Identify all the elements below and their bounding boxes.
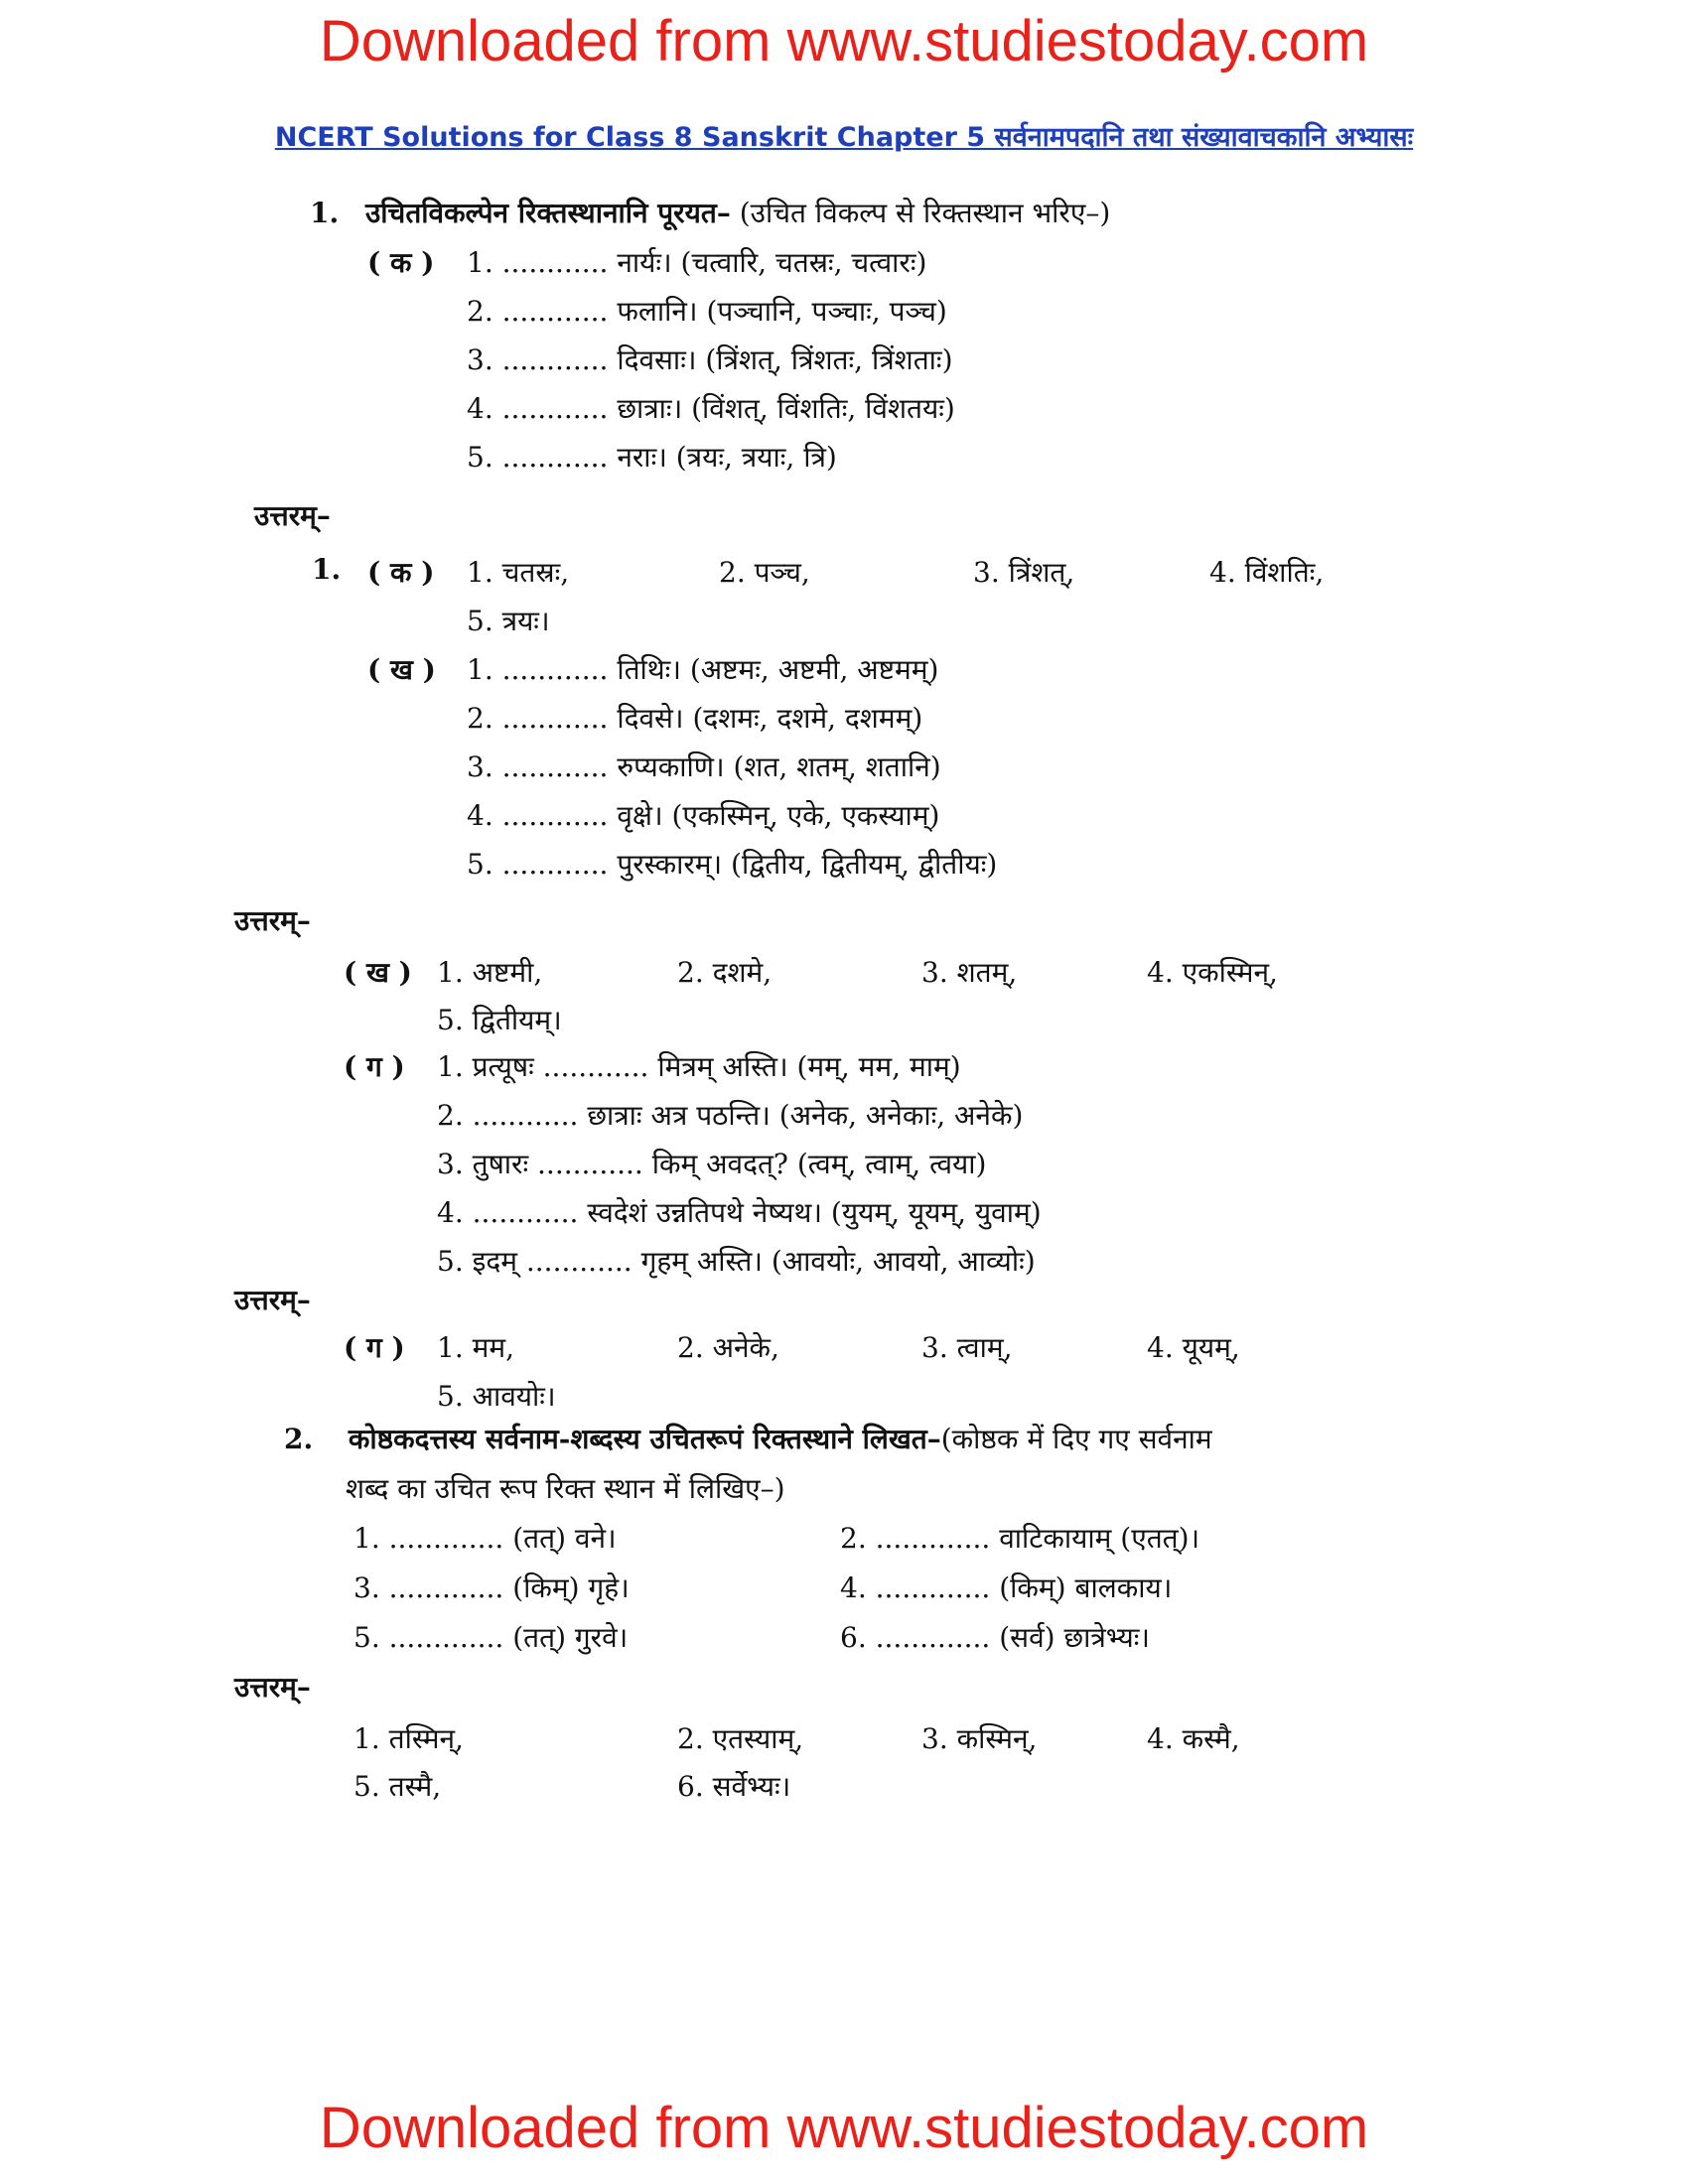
answer-item: 6. सर्वेभ्यः। xyxy=(677,1770,791,1803)
answer-item: 2. अनेके, xyxy=(677,1331,779,1364)
question-title: उचितविकल्पेन रिक्तस्थानानि पूरयत– xyxy=(364,197,731,229)
answer-part-ka: ( क ) xyxy=(367,556,435,589)
list-item: 3. तुषारः ............ किम् अवदत्? (त्वम्, त्वाम्, त्वया) xyxy=(437,1148,987,1180)
banner-bottom[interactable]: Downloaded from www.studiestoday.com xyxy=(319,2096,1369,2160)
answer-item: 1. तस्मिन्, xyxy=(353,1722,464,1755)
list-item: 2. ............ फलानि। (पञ्चानि, पञ्चाः, पञ्च) xyxy=(467,295,947,328)
answer-number: 1. xyxy=(312,553,342,586)
answer-part-ga: ( ग ) xyxy=(344,1331,405,1364)
page-heading-link[interactable]: NCERT Solutions for Class 8 Sanskrit Chapter 5 सर्वनामपदानि तथा संख्यावाचकानि अभ्यासः xyxy=(274,122,1414,153)
answer-item: 1. मम, xyxy=(437,1331,515,1364)
banner-top[interactable]: Downloaded from www.studiestoday.com xyxy=(319,9,1369,73)
question-title: कोष्ठकदत्तस्य सर्वनाम-शब्दस्य उचितरूपं रिक्तस्थाने लिखत– xyxy=(348,1423,941,1455)
answer-item: 2. एतस्याम्, xyxy=(677,1722,804,1755)
question-2 xyxy=(284,1420,1212,1457)
answer-item: 1. चतस्रः, xyxy=(467,556,570,589)
answer-item: 2. दशमे, xyxy=(677,956,773,989)
part-label-kha: ( ख ) xyxy=(367,653,436,686)
list-item: 2. ............. वाटिकायाम् (एतत्)। xyxy=(840,1522,1200,1555)
list-item: 5. इदम् ............ गृहम् अस्ति। (आवयोः, आवयो, आव्योः) xyxy=(437,1245,1036,1278)
list-item: 2. ............ दिवसे। (दशमः, दशमे, दशमम्) xyxy=(467,702,923,735)
answer-item: 2. पञ्च, xyxy=(719,556,810,589)
answer-item: 5. द्वितीयम्। xyxy=(437,1004,562,1036)
answer-item: 3. त्वाम्, xyxy=(921,1331,1013,1364)
answer-item: 3. शतम्, xyxy=(921,956,1018,989)
list-item: 3. ............. (किम्) गृहे। xyxy=(353,1571,630,1604)
list-item: 3. ............ रुप्यकाणि। (शत, शतम्, शतानि) xyxy=(467,751,941,783)
answer-label: उत्तरम्– xyxy=(234,1671,311,1704)
list-item: 1. ............. (तत्) वने। xyxy=(353,1522,617,1555)
list-item: 5. ............ नराः। (त्रयः, त्रयाः, त्रि) xyxy=(467,441,837,474)
answer-label: उत्तरम्– xyxy=(234,904,311,937)
answer-item: 4. कस्मै, xyxy=(1147,1722,1240,1755)
answer-item: 3. कस्मिन्, xyxy=(921,1722,1038,1755)
list-item: 5. ............ पुरस्कारम्। (द्वितीय, द्वितीयम्, द्वीतीयः) xyxy=(467,848,998,881)
list-item: 3. ............ दिवसाः। (त्रिंशत्, त्रिंशतः, त्रिंशताः) xyxy=(467,343,953,376)
list-item: 4. ............ स्वदेशं उन्नतिपथे नेष्यथ। (युयम्, यूयम्, युवाम्) xyxy=(437,1196,1042,1229)
list-item: 4. ............ वृक्षे। (एकस्मिन्, एके, एकस्याम्) xyxy=(467,799,940,832)
question-1 xyxy=(310,194,1110,231)
question-number: 1. xyxy=(310,197,340,229)
answer-item: 1. अष्टमी, xyxy=(437,956,543,989)
list-item: 5. ............. (तत्) गुरवे। xyxy=(353,1621,629,1654)
list-item: 6. ............. (सर्व) छात्रेभ्यः। xyxy=(840,1621,1150,1654)
list-item: 1. ............ तिथिः। (अष्टमः, अष्टमी, अष्टमम्) xyxy=(467,653,939,686)
answer-item: 5. आवयोः। xyxy=(437,1380,556,1413)
list-item: 1. प्रत्यूषः ............ मित्रम् अस्ति। (मम्, मम, माम्) xyxy=(437,1050,961,1083)
answer-item: 5. तस्मै, xyxy=(353,1770,442,1803)
question-hint: (उचित विकल्प से रिक्तस्थान भरिए–) xyxy=(739,197,1111,229)
list-item: 4. ............ छात्राः। (विंशत्, विंशतिः, विंशतयः) xyxy=(467,392,955,425)
question-number: 2. xyxy=(284,1423,314,1455)
answer-part-kha: ( ख ) xyxy=(344,956,412,989)
list-item: 1. ............ नार्यः। (चत्वारि, चतस्रः, चत्वारः) xyxy=(467,246,927,279)
question-hint-continued: शब्द का उचित रूप रिक्त स्थान में लिखिए–) xyxy=(346,1472,785,1505)
part-label-ga: ( ग ) xyxy=(344,1050,405,1083)
answer-item: 5. त्रयः। xyxy=(467,605,550,637)
answer-item: 4. एकस्मिन्, xyxy=(1147,956,1278,989)
answer-item: 3. त्रिंशत्, xyxy=(973,556,1075,589)
part-label-ka: ( क ) xyxy=(367,246,435,279)
list-item: 4. ............. (किम्) बालकाय। xyxy=(840,1571,1173,1604)
answer-label: उत्तरम्– xyxy=(254,499,331,532)
list-item: 2. ............ छात्राः अत्र पठन्ति। (अनेक, अनेकाः, अनेके) xyxy=(437,1099,1024,1132)
question-hint: (कोष्ठक में दिए गए सर्वनाम xyxy=(940,1423,1212,1455)
answer-item: 4. विंशतिः, xyxy=(1209,556,1325,589)
answer-item: 4. यूयम्, xyxy=(1147,1331,1240,1364)
answer-label: उत्तरम्– xyxy=(234,1284,311,1316)
